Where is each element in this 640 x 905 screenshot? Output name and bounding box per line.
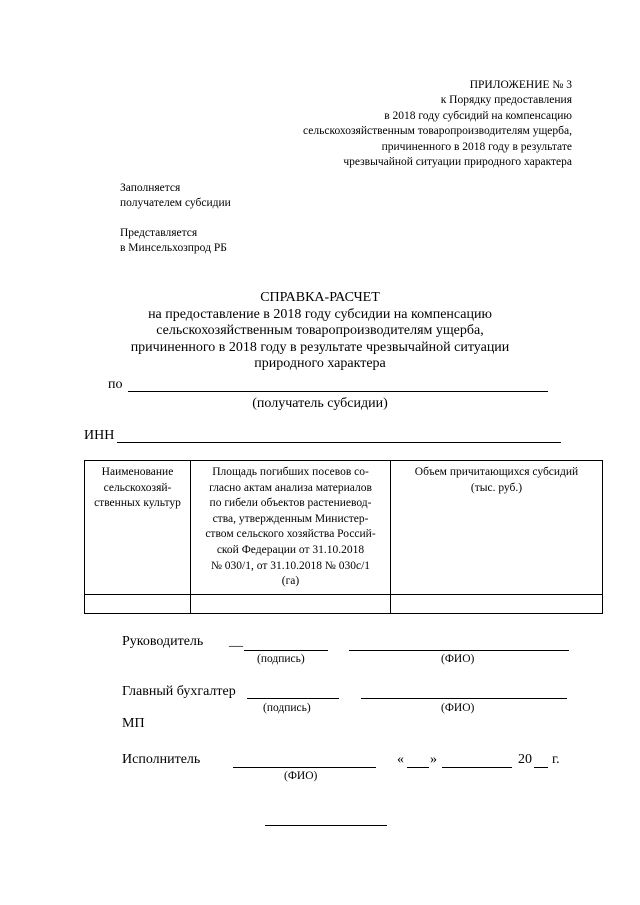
head-sign-caption: (подпись) [257,653,305,665]
title-line: сельскохозяйственным товаропроизводителям ущерба, [156,323,484,338]
appendix-line: сельскохозяйственным товаропроизводителям ущерба, [303,125,572,138]
header-text: ством сельского хозяйства Россий- [205,528,376,541]
head-name-field[interactable] [349,650,569,651]
accountant-signature-field[interactable] [247,698,339,699]
cell-subsidy-amount[interactable] [391,594,603,613]
header-text: (тыс. руб.) [470,481,523,494]
title-line: на предоставление в 2018 году субсидии на компенсацию [148,306,492,322]
table-row [85,594,603,613]
head-name-caption: (ФИО) [441,653,475,665]
executor-label: Исполнитель [122,752,201,767]
executor-name-caption: (ФИО) [284,770,318,782]
executor-name-field[interactable] [233,767,376,768]
appendix-line: ПРИЛОЖЕНИЕ № 3 [469,79,572,91]
header-text: ства, утвержденным Министер- [212,512,369,525]
table-header-row [85,461,603,595]
closing-divider [265,825,387,826]
inn-field[interactable] [117,442,561,443]
recipient-prefix: по [108,377,123,392]
appendix-line: к Порядку предоставления [440,94,572,107]
document-title [0,290,640,373]
head-sign-dash: __ [229,634,243,649]
appendix-header [303,78,572,170]
filled-by-line: получателем субсидии [120,197,231,209]
date-month-field[interactable] [442,767,512,768]
header-text: гласно актам анализа материалов [209,481,372,494]
header-text: Площадь погибших посевов со- [212,466,369,478]
header-text: № 030/1, от 31.10.2018 № 030с/1 [210,559,371,572]
cell-crop-name[interactable] [85,594,191,613]
header-area [191,461,391,595]
date-day-field[interactable] [407,767,429,768]
submitted-to-line: Представляется [120,227,198,239]
filled-by-line: Заполняется [120,182,181,194]
recipient-caption: (получатель субсидии) [252,396,388,411]
header-text: ской Федерации от 31.10.2018 [216,543,365,556]
accountant-sign-caption: (подпись) [263,702,311,714]
stamp-label: МП [122,716,145,731]
date-open-quote: « [397,752,404,767]
title-line: причиненного в 2018 году в результате чрезвычайной ситуации [130,339,510,355]
header-crop-name [85,461,191,595]
title-line: природного характера [254,356,386,371]
header-text: (га) [281,575,300,588]
accountant-name-caption: (ФИО) [441,702,475,714]
submitted-to-line: в Минсельхозпрод РБ [120,242,227,254]
date-year-field[interactable] [534,767,548,768]
header-text: Наименование [101,466,174,478]
header-text: Объем причитающихся субсидий [414,466,579,478]
accountant-name-field[interactable] [361,698,567,699]
head-signature-field[interactable] [244,650,328,651]
header-subsidy-amount [391,461,603,595]
date-year-suffix: г. [552,752,560,767]
subsidy-table [84,460,603,614]
head-label: Руководитель [122,634,204,649]
header-text: ственных культур [94,497,181,510]
header-text: по гибели объектов растениевод- [209,497,372,510]
appendix-line: чрезвычайной ситуации природного характера [343,156,572,169]
appendix-line: в 2018 году субсидий на компенсацию [384,109,572,122]
filled-by-note [120,181,231,211]
date-year-prefix: 20 [518,752,532,767]
cell-area[interactable] [191,594,391,613]
date-close-quote: » [430,752,437,767]
recipient-field[interactable] [128,391,548,392]
submitted-to-note [120,226,227,256]
inn-label: ИНН [84,428,115,443]
appendix-line: причиненного в 2018 году в результате [381,140,572,153]
header-text: сельскохозяй- [103,481,172,494]
accountant-label: Главный бухгалтер [122,684,236,699]
title-heading: СПРАВКА-РАСЧЕТ [260,290,380,305]
